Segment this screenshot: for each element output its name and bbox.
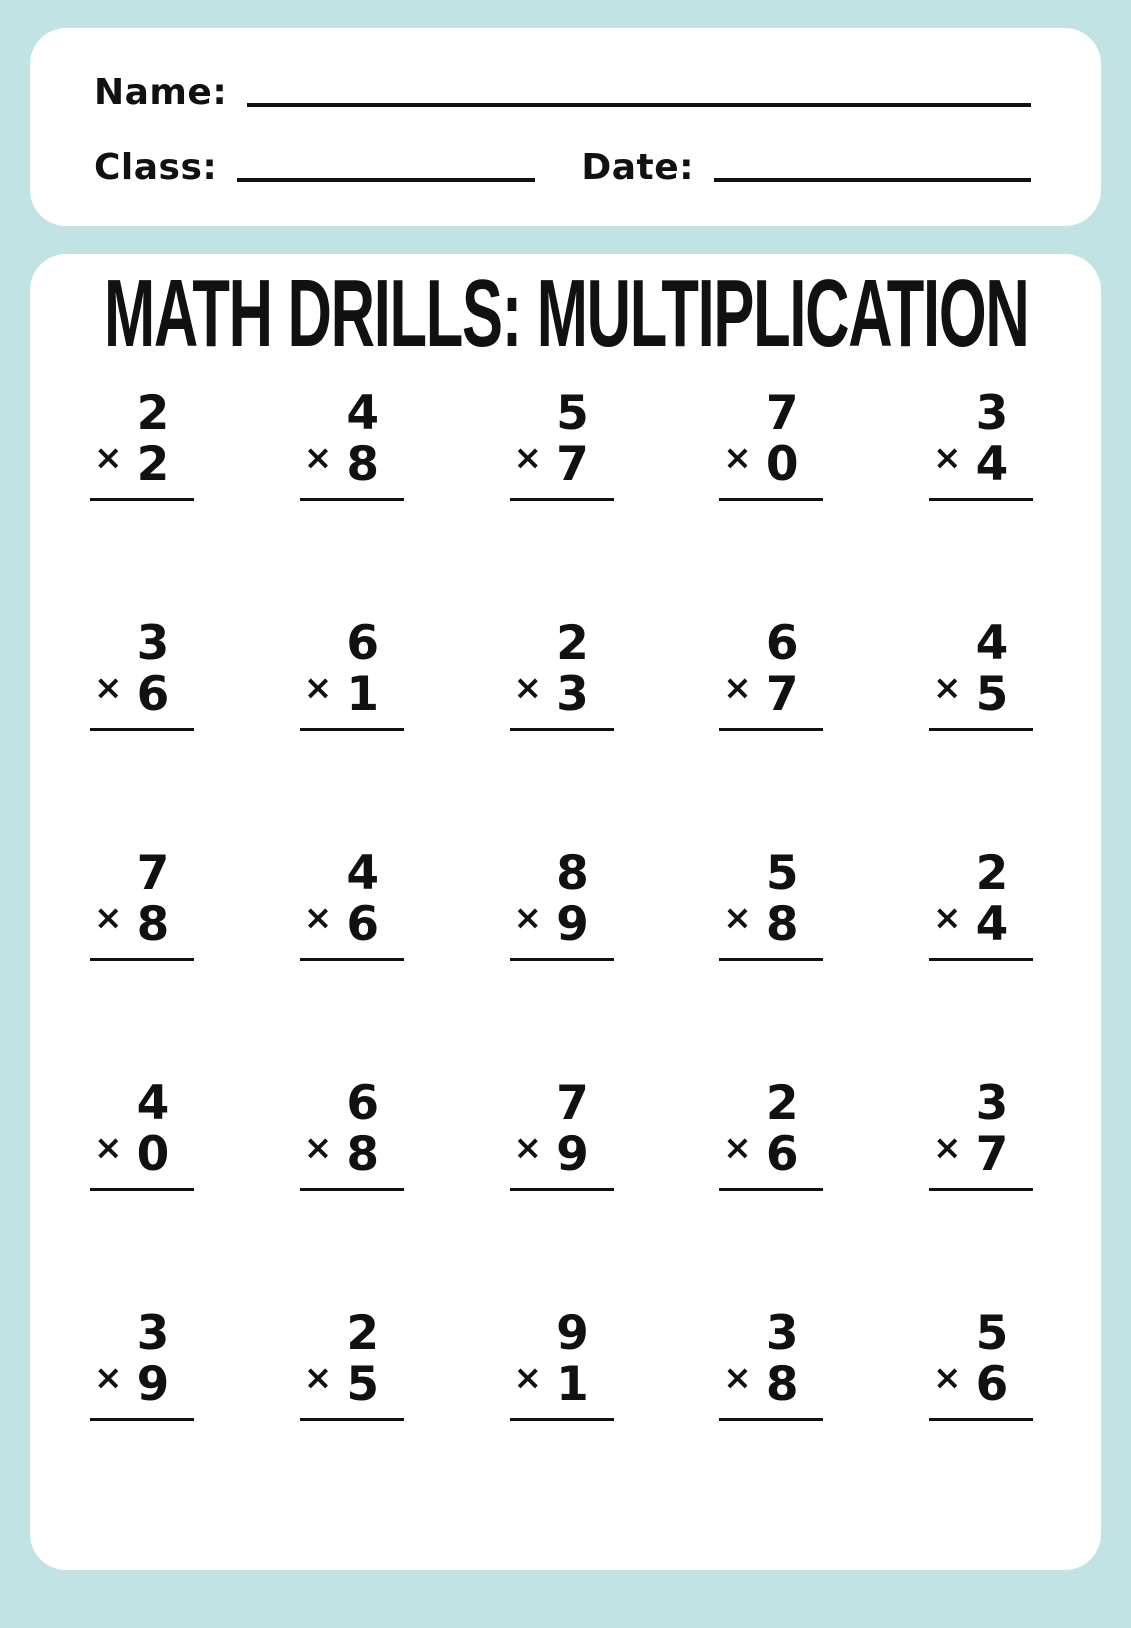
- multiplier: 6: [975, 1357, 1009, 1412]
- multiplicand: 5: [556, 386, 589, 441]
- problems-grid: [30, 386, 1101, 1540]
- multiplier: 0: [765, 437, 799, 492]
- multiplier: 2: [136, 437, 170, 492]
- multiplier: 1: [346, 667, 380, 722]
- class-label: Class:: [94, 147, 218, 188]
- problem-25: [925, 1306, 1039, 1540]
- answer-line: [300, 498, 404, 501]
- problem-2: [296, 386, 410, 620]
- multiplier: 6: [136, 667, 170, 722]
- multiplier: 5: [346, 1357, 380, 1412]
- problem-7: [296, 616, 410, 850]
- multiplier: 3: [556, 667, 589, 722]
- multiply-icon: ×: [94, 897, 123, 938]
- multiply-icon: ×: [303, 1357, 333, 1398]
- multiplier: 8: [346, 1127, 380, 1182]
- multiplicand: 3: [136, 616, 170, 671]
- problem-6: [86, 616, 200, 850]
- date-group: [581, 147, 1031, 188]
- multiplicand: 7: [556, 1076, 589, 1131]
- multiply-icon: ×: [723, 437, 752, 478]
- class-line: [237, 178, 535, 182]
- multiply-icon: ×: [723, 1357, 752, 1398]
- problem-16: [86, 1076, 200, 1310]
- answer-line: [90, 728, 194, 731]
- multiplicand: 6: [765, 616, 799, 671]
- multiplicand: 2: [556, 616, 589, 671]
- page-title: MATH DRILLS: MULTIPLICATION: [104, 260, 1029, 367]
- multiplier: 5: [975, 667, 1009, 722]
- date-label: Date:: [581, 147, 695, 188]
- problem-3: [506, 386, 620, 620]
- problem-4: [715, 386, 829, 620]
- problem-8: [506, 616, 620, 850]
- multiplier: 9: [556, 1127, 589, 1182]
- multiplier: 9: [136, 1357, 170, 1412]
- multiplicand: 7: [136, 846, 170, 901]
- multiplier: 9: [556, 897, 589, 952]
- name-line: [247, 103, 1031, 107]
- multiplicand: 3: [975, 386, 1009, 441]
- multiply-icon: ×: [513, 1127, 542, 1168]
- multiplicand: 2: [975, 846, 1009, 901]
- multiply-icon: ×: [933, 897, 962, 938]
- multiply-icon: ×: [94, 667, 123, 708]
- answer-line: [929, 728, 1033, 731]
- problem-23: [506, 1306, 620, 1540]
- problem-14: [715, 846, 829, 1080]
- multiplicand: 6: [346, 1076, 380, 1131]
- problem-15: [925, 846, 1039, 1080]
- multiply-icon: ×: [933, 1357, 962, 1398]
- multiplicand: 4: [346, 846, 380, 901]
- answer-line: [510, 958, 614, 961]
- answer-line: [719, 1188, 823, 1191]
- multiply-icon: ×: [513, 897, 542, 938]
- problem-21: [86, 1306, 200, 1540]
- problem-24: [715, 1306, 829, 1540]
- multiplicand: 4: [136, 1076, 170, 1131]
- multiply-icon: ×: [94, 1127, 123, 1168]
- multiplier: 8: [765, 1357, 799, 1412]
- date-line: [714, 178, 1031, 182]
- multiplier: 1: [556, 1357, 589, 1412]
- multiply-icon: ×: [933, 667, 962, 708]
- multiply-icon: ×: [303, 437, 333, 478]
- answer-line: [90, 958, 194, 961]
- answer-line: [510, 1418, 614, 1421]
- answer-line: [510, 498, 614, 501]
- problem-12: [296, 846, 410, 1080]
- multiplicand: 7: [765, 386, 799, 441]
- multiplier: 6: [765, 1127, 799, 1182]
- multiplicand: 6: [346, 616, 380, 671]
- multiply-icon: ×: [933, 1127, 962, 1168]
- student-info-card: [30, 28, 1101, 226]
- multiply-icon: ×: [933, 437, 962, 478]
- answer-line: [300, 1418, 404, 1421]
- class-date-row: [94, 147, 1031, 188]
- problem-5: [925, 386, 1039, 620]
- problem-9: [715, 616, 829, 850]
- answer-line: [719, 958, 823, 961]
- multiply-icon: ×: [723, 1127, 752, 1168]
- multiplier: 0: [136, 1127, 170, 1182]
- multiplicand: 5: [765, 846, 799, 901]
- answer-line: [929, 958, 1033, 961]
- answer-line: [300, 958, 404, 961]
- problem-22: [296, 1306, 410, 1540]
- multiplicand: 2: [136, 386, 170, 441]
- multiply-icon: ×: [513, 437, 542, 478]
- multiplier: 4: [975, 437, 1009, 492]
- problem-13: [506, 846, 620, 1080]
- multiplier: 6: [346, 897, 380, 952]
- multiply-icon: ×: [513, 667, 542, 708]
- problem-18: [506, 1076, 620, 1310]
- answer-line: [90, 1188, 194, 1191]
- worksheet-card: [30, 254, 1101, 1570]
- name-label: Name:: [94, 72, 228, 113]
- multiplicand: 8: [556, 846, 589, 901]
- multiplier: 8: [136, 897, 170, 952]
- multiply-icon: ×: [303, 1127, 333, 1168]
- answer-line: [90, 1418, 194, 1421]
- name-row: [94, 72, 1031, 113]
- multiplicand: 3: [765, 1306, 799, 1361]
- answer-line: [300, 728, 404, 731]
- problem-11: [86, 846, 200, 1080]
- answer-line: [719, 1418, 823, 1421]
- answer-line: [929, 1188, 1033, 1191]
- multiplicand: 9: [556, 1306, 589, 1361]
- problem-20: [925, 1076, 1039, 1310]
- answer-line: [929, 498, 1033, 501]
- multiplier: 7: [765, 667, 799, 722]
- multiplicand: 3: [975, 1076, 1009, 1131]
- answer-line: [719, 498, 823, 501]
- problem-17: [296, 1076, 410, 1310]
- multiply-icon: ×: [94, 437, 123, 478]
- problem-19: [715, 1076, 829, 1310]
- multiplier: 7: [556, 437, 589, 492]
- answer-line: [510, 1188, 614, 1191]
- multiplicand: 4: [975, 616, 1009, 671]
- multiply-icon: ×: [303, 667, 333, 708]
- answer-line: [510, 728, 614, 731]
- problem-1: [86, 386, 200, 620]
- multiplier: 7: [975, 1127, 1009, 1182]
- multiply-icon: ×: [94, 1357, 123, 1398]
- multiply-icon: ×: [513, 1357, 542, 1398]
- answer-line: [929, 1418, 1033, 1421]
- multiplicand: 2: [346, 1306, 380, 1361]
- multiply-icon: ×: [723, 667, 752, 708]
- multiplier: 4: [975, 897, 1009, 952]
- multiply-icon: ×: [723, 897, 752, 938]
- multiplicand: 2: [765, 1076, 799, 1131]
- multiplicand: 5: [975, 1306, 1009, 1361]
- multiplicand: 4: [346, 386, 380, 441]
- answer-line: [300, 1188, 404, 1191]
- multiplicand: 3: [136, 1306, 170, 1361]
- answer-line: [719, 728, 823, 731]
- multiplier: 8: [765, 897, 799, 952]
- multiply-icon: ×: [303, 897, 333, 938]
- answer-line: [90, 498, 194, 501]
- problem-10: [925, 616, 1039, 850]
- multiplier: 8: [346, 437, 380, 492]
